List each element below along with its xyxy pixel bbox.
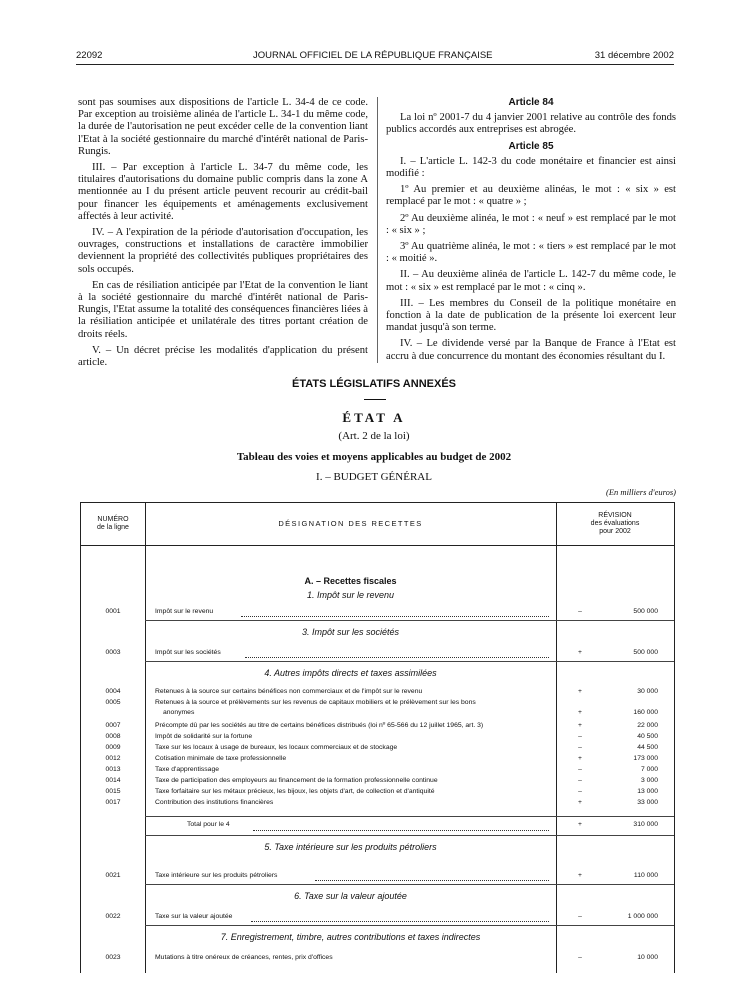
paragraph: IV. – Le dividende versé par la Banque de France à l'Etat est accru à due concurrence du montant des économies résultant du I.	[386, 338, 676, 362]
revenue-table	[80, 502, 675, 973]
section-title: A. – Recettes fiscales	[304, 576, 397, 586]
budget-title: I. – BUDGET GÉNÉRAL	[316, 471, 432, 483]
line-label: Retenues à la source sur certains bénéfices non commerciaux et de l'impôt sur le revenu	[155, 688, 423, 695]
page-number: 22092	[76, 50, 103, 61]
row-separator	[145, 884, 674, 885]
line-label: Impôt sur le revenu	[155, 608, 214, 615]
line-amount: 10 000	[637, 954, 658, 961]
paragraph: IV. – A l'expiration de la période d'autorisation d'occupation, les ouvrages, constructions et installations de caractère immobilier deviennent la propriété des collectivités publiques propriétaires des sols occupés.	[78, 227, 368, 275]
paragraph: En cas de résiliation anticipée par l'Etat de la convention le liant à la société gestionnaire du marché d'intérêt national de Paris-Rungis, l'Etat assume la totalité des conséquences financières liées à la résiliation anticipée et unilatérale des titres portant création de droits réels.	[78, 279, 368, 340]
subsection-title: 6. Taxe sur la valeur ajoutée	[294, 891, 407, 901]
line-number: 0001	[105, 608, 121, 615]
line-amount: 13 000	[637, 788, 658, 795]
line-sign: –	[578, 744, 582, 751]
row-separator	[145, 816, 674, 817]
line-sign: –	[578, 913, 582, 920]
paragraph: 3º Au quatrième alinéa, le mot : « tiers » est remplacé par le mot : « moitié ».	[386, 241, 676, 265]
subsection-title: 7. Enregistrement, timbre, autres contributions et taxes indirectes	[220, 932, 481, 942]
etat-title: ÉTAT A	[342, 410, 406, 425]
line-label: Taxe sur la valeur ajoutée	[155, 913, 233, 920]
line-sign: +	[578, 722, 582, 729]
paragraph: III. – Les membres du Conseil de la politique monétaire en fonction à la date de publication de la présente loi exercent leur mandat jusqu'à son terme.	[386, 297, 676, 334]
paragraph: sont pas soumises aux dispositions de l'article L. 34-4 de ce code. Par exception au troisième alinéa de l'article L. 34-1 du même code, la durée de l'autorisation ne peut excéder celle de la convention liant l'Etat à la société gestionnaire du marché d'intérêt national de Paris-Rungis.	[78, 97, 368, 157]
line-sign: +	[578, 755, 582, 762]
line-number: 0021	[105, 872, 121, 879]
dot-leader	[241, 616, 549, 617]
column-header-number: NUMÉRO de la ligne	[97, 516, 129, 531]
right-column	[386, 97, 676, 367]
line-label: anonymes	[163, 709, 195, 716]
line-amount: 33 000	[637, 799, 658, 806]
article-85-title: Article 85	[508, 140, 554, 152]
total-sign: +	[578, 821, 582, 828]
total-amount: 310 000	[633, 821, 658, 828]
line-number: 0003	[105, 649, 121, 656]
article-84-text: La loi nº 2001-7 du 4 janvier 2001 relative au contrôle des fonds publics accordés aux entreprises est abrogée.	[386, 112, 676, 136]
paragraph: I. – L'article L. 142-3 du code monétaire et financier est ainsi modifié :	[386, 155, 676, 180]
column-header-revision: RÉVISION des évaluations pour 2002	[590, 512, 640, 535]
dot-leader	[253, 830, 549, 831]
line-label: Taxe intérieure sur les produits pétroliers	[155, 872, 278, 879]
row-separator	[145, 661, 674, 662]
dot-leader	[251, 921, 549, 922]
dot-leader	[245, 657, 549, 658]
line-sign: +	[578, 688, 582, 695]
line-sign: +	[578, 709, 582, 716]
line-number: 0004	[105, 688, 121, 695]
line-amount: 22 000	[637, 722, 658, 729]
units-note: (En milliers d'euros)	[606, 487, 676, 497]
row-separator	[145, 620, 674, 621]
row-separator	[145, 835, 674, 836]
paragraph: 2º Au deuxième alinéa, le mot : « neuf » est remplacé par le mot : « six » ;	[386, 212, 676, 236]
line-label: Taxe de participation des employeurs au financement de la formation professionnelle continue	[155, 777, 438, 784]
line-number: 0007	[105, 722, 121, 729]
line-sign: +	[578, 872, 582, 879]
annex-title: ÉTATS LÉGISLATIFS ANNEXÉS	[292, 378, 456, 390]
line-label: Retenues à la source et prélèvements sur les revenus de capitaux mobiliers et le prélèvement sur les bons	[155, 699, 476, 706]
dot-leader	[315, 880, 549, 881]
journal-title: JOURNAL OFFICIEL DE LA RÉPUBLIQUE FRANÇAISE	[253, 50, 493, 61]
line-sign: +	[578, 799, 582, 806]
row-separator	[145, 925, 674, 926]
line-label: Cotisation minimale de taxe professionnelle	[155, 755, 287, 762]
article-84-title: Article 84	[508, 97, 554, 108]
line-amount: 500 000	[633, 608, 658, 615]
line-amount: 40 500	[637, 733, 658, 740]
line-sign: –	[578, 608, 582, 615]
line-number: 0012	[105, 755, 121, 762]
title-rule	[364, 399, 386, 400]
line-number: 0014	[105, 777, 121, 784]
article-reference: (Art. 2 de la loi)	[338, 430, 410, 442]
subsection-title: 5. Taxe intérieure sur les produits pétroliers	[264, 842, 437, 852]
line-label: Contribution des institutions financières	[155, 799, 274, 806]
line-label: Taxe d'apprentissage	[155, 766, 220, 773]
line-number: 0023	[105, 954, 121, 961]
line-label: Taxe forfaitaire sur les métaux précieux, les bijoux, les objets d'art, de collection et d'antiquité	[155, 788, 435, 795]
column-divider	[377, 97, 378, 363]
subsection-title: 4. Autres impôts directs et taxes assimilées	[264, 668, 437, 678]
line-sign: –	[578, 777, 582, 784]
line-amount: 7 000	[640, 766, 658, 773]
line-number: 0017	[105, 799, 121, 806]
line-number: 0005	[105, 699, 121, 706]
line-number: 0015	[105, 788, 121, 795]
line-amount: 500 000	[633, 649, 658, 656]
line-label: Impôt de solidarité sur la fortune	[155, 733, 253, 740]
header-rule	[81, 545, 674, 546]
line-amount: 1 000 000	[627, 913, 658, 920]
line-amount: 173 000	[633, 755, 658, 762]
line-number: 0022	[105, 913, 121, 920]
header-rule	[76, 64, 674, 65]
subsection-title: 1. Impôt sur le revenu	[306, 590, 395, 600]
line-label: Mutations à titre onéreux de créances, rentes, prix d'offices	[155, 954, 333, 961]
paragraph: 1º Au premier et au deuxième alinéas, le mot : « six » est remplacé par le mot : « quatre » ;	[386, 184, 676, 208]
line-amount: 3 000	[640, 777, 658, 784]
line-sign: –	[578, 733, 582, 740]
line-sign: –	[578, 954, 582, 961]
paragraph: II. – Au deuxième alinéa de l'article L. 142-7 du même code, le mot : « six » est remplacé par le mot : « cinq ».	[386, 269, 676, 293]
line-amount: 30 000	[637, 688, 658, 695]
line-number: 0013	[105, 766, 121, 773]
line-sign: –	[578, 766, 582, 773]
line-number: 0009	[105, 744, 121, 751]
total-label: Total pour le 4	[187, 821, 230, 828]
column-rule	[145, 503, 146, 973]
line-sign: +	[578, 649, 582, 656]
paragraph: III. – Par exception à l'article L. 34-7 du même code, les titulaires d'autorisations du domaine public compris dans la zone A mentionnée au I du présent article peuvent recourir au crédit-bail pour financer les équipements et aménagements exclusivement affectés à leur activité.	[78, 162, 368, 222]
line-number: 0008	[105, 733, 121, 740]
subsection-title: 3. Impôt sur les sociétés	[301, 627, 400, 637]
line-amount: 44 500	[637, 744, 658, 751]
line-sign: –	[578, 788, 582, 795]
line-amount: 160 000	[633, 709, 658, 716]
column-header-designation: DÉSIGNATION DES RECETTES	[278, 519, 423, 528]
paragraph: V. – Un décret précise les modalités d'application du présent article.	[78, 344, 368, 369]
line-label: Précompte dû par les sociétés au titre de certains bénéfices distribués (loi nº 65-566 du 12 juillet 1965, art. 3)	[155, 722, 484, 729]
page-header	[76, 50, 674, 64]
line-amount: 110 000	[633, 872, 658, 879]
line-label: Impôt sur les sociétés	[155, 649, 221, 656]
left-column	[78, 97, 368, 373]
line-label: Taxe sur les locaux à usage de bureaux, les locaux commerciaux et de stockage	[155, 744, 398, 751]
publication-date: 31 décembre 2002	[594, 50, 674, 61]
table-title: Tableau des voies et moyens applicables au budget de 2002	[236, 451, 512, 463]
